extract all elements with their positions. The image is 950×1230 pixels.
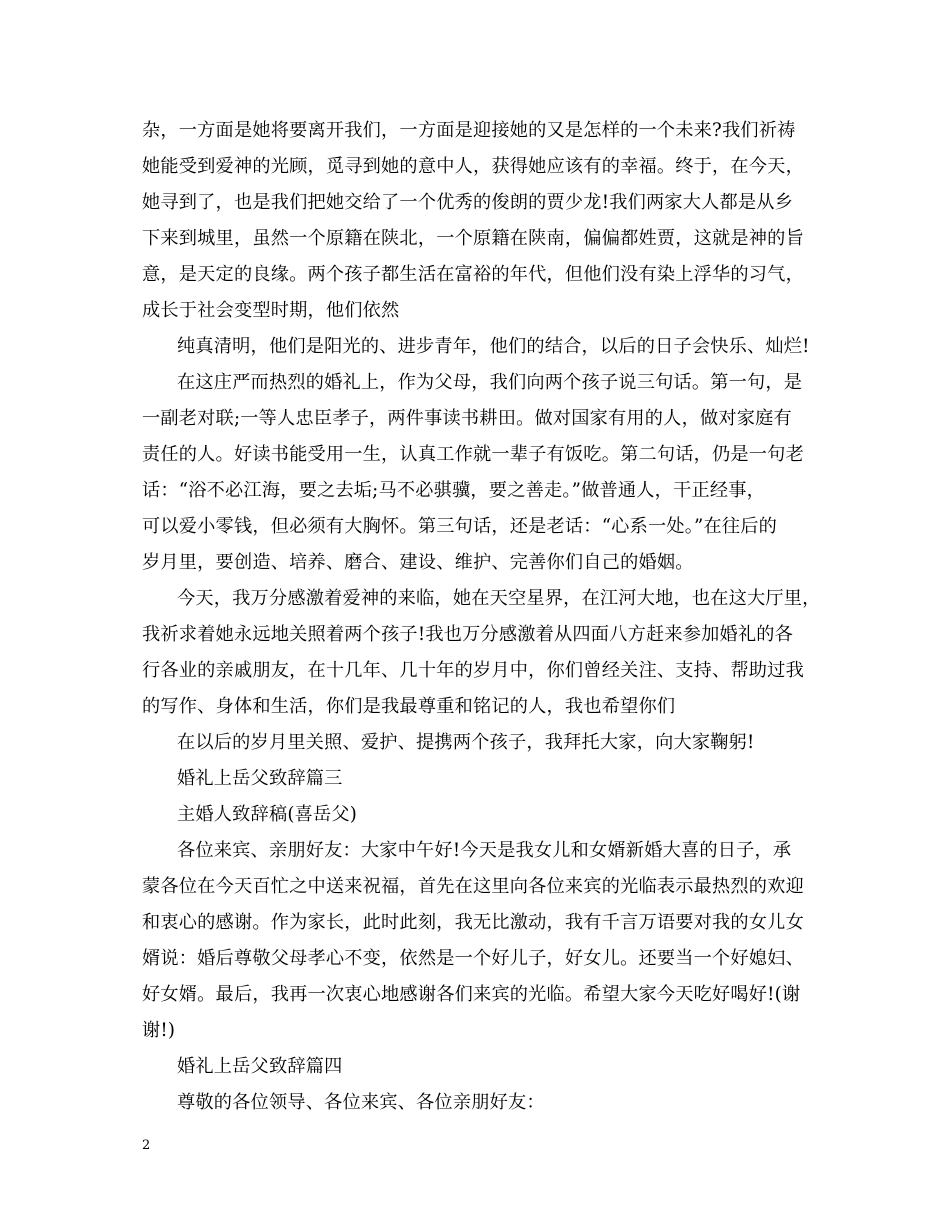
body-text-line: 一副老对联;一等人忠臣孝子，两件事读书耕田。做对国家有用的人，做对家庭有 xyxy=(142,408,792,429)
body-text-line: 我祈求着她永远地关照着两个孩子!我也万分感激着从四面八方赶来参加婚礼的各 xyxy=(142,624,794,645)
paragraph-first-line: 尊敬的各位领导、各位来宾、各位亲朋好友： xyxy=(177,1092,545,1113)
body-text-line: 岁月里，要创造、培养、磨合、建设、维护、完善你们自己的婚姻。 xyxy=(142,552,694,573)
body-text-line: 和衷心的感谢。作为家长，此时此刻，我无比激动，我有千言万语要对我的女儿女 xyxy=(142,912,804,933)
paragraph-first-line: 在这庄严而热烈的婚礼上，作为父母，我们向两个孩子说三句话。第一句，是 xyxy=(177,372,803,393)
body-text-line: 责任的人。好读书能受用一生，认真工作就一辈子有饭吃。第二句话，仍是一句老 xyxy=(142,444,804,465)
body-text-line: 好女婿。最后，我再一次衷心地感谢各们来宾的光临。希望大家今天吃好喝好!(谢 xyxy=(142,984,801,1005)
body-text-line: 谢!) xyxy=(142,1020,176,1041)
body-text-line: 意，是天定的良缘。两个孩子都生活在富裕的年代，但他们没有染上浮华的习气， xyxy=(142,264,804,285)
body-text-line: 可以爱小零钱，但必须有大胸怀。第三句话，还是老话：“心系一处。”在往后的 xyxy=(142,516,778,537)
body-text-line: 她能受到爱神的光顾，觅寻到她的意中人，获得她应该有的幸福。终于，在今天， xyxy=(142,156,804,177)
section-heading: 婚礼上岳父致辞篇三 xyxy=(177,768,343,789)
page-number: 2 xyxy=(142,1138,151,1153)
body-text-line: 成长于社会变型时期，他们依然 xyxy=(142,300,400,321)
body-text-line: 话：“浴不必江海，要之去垢;马不必骐骥，要之善走。”做普通人，干正经事， xyxy=(142,480,766,501)
body-text-line: 行各业的亲戚朋友，在十几年、几十年的岁月中，你们曾经关注、支持、帮助过我 xyxy=(142,660,804,681)
paragraph-first-line: 在以后的岁月里关照、爱护、提携两个孩子，我拜托大家，向大家鞠躬! xyxy=(177,732,755,753)
paragraph-first-line: 各位来宾、亲朋好友：大家中午好!今天是我女儿和女婿新婚大喜的日子，承 xyxy=(177,840,792,861)
section-heading: 婚礼上岳父致辞篇四 xyxy=(177,1056,343,1077)
body-text-line: 婿说：婚后尊敬父母孝心不变，依然是一个好儿子，好女儿。还要当一个好媳妇、 xyxy=(142,948,804,969)
body-text-line: 下来到城里，虽然一个原籍在陕北，一个原籍在陕南，偏偏都姓贾，这就是神的旨 xyxy=(142,228,804,249)
body-text-line: 她寻到了，也是我们把她交给了一个优秀的俊朗的贾少龙!我们两家大人都是从乡 xyxy=(142,192,794,213)
body-text-line: 杂，一方面是她将要离开我们，一方面是迎接她的又是怎样的一个未来?我们祈祷 xyxy=(142,120,796,141)
body-text-line: 蒙各位在今天百忙之中送来祝福，首先在这里向各位来宾的光临表示最热烈的欢迎 xyxy=(142,876,804,897)
paragraph-first-line: 纯真清明，他们是阳光的、进步青年，他们的结合，以后的日子会快乐、灿烂! xyxy=(177,336,810,357)
paragraph-first-line: 今天，我万分感激着爱神的来临，她在天空星界，在江河大地，也在这大厅里， xyxy=(177,588,821,609)
body-text-line: 的写作、身体和生活，你们是我最尊重和铭记的人，我也希望你们 xyxy=(142,696,676,717)
section-subheading: 主婚人致辞稿(喜岳父) xyxy=(177,804,358,825)
